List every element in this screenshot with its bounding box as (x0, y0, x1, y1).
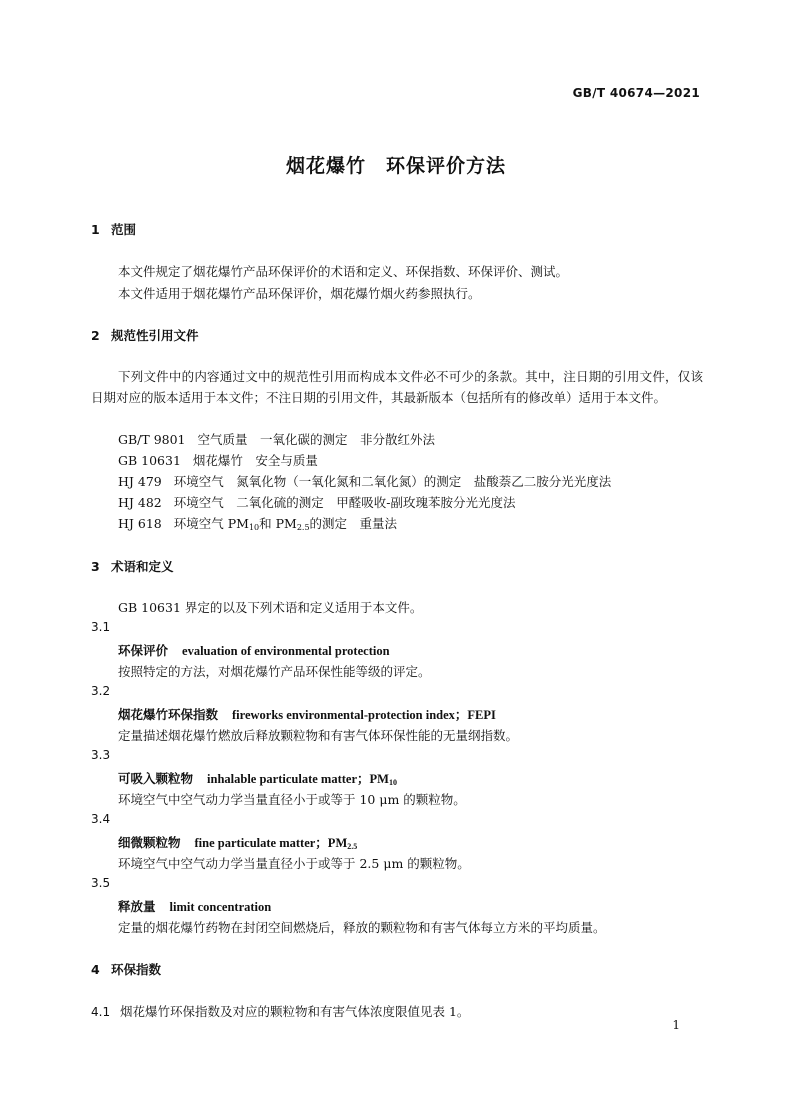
paragraph: 下列文件中的内容通过文中的规范性引用而构成本文件必不可少的条款。其中，注日期的引用文件，仅该日期对应的版本适用于本文件；不注日期的引用文件，其最新版本（包括所有的修改单）适用于本文件。 (91, 369, 703, 405)
reference-code: GB 10631 (118, 453, 181, 468)
clause-number: 3.3 (91, 748, 111, 762)
term-en (207, 772, 397, 786)
document-title: 烟花爆竹 环保评价方法 (285, 155, 506, 177)
term-entry (118, 705, 496, 723)
term-entry (118, 897, 271, 915)
paragraph: 本文件规定了烟花爆竹产品环保评价的术语和定义、环保指数、环保评价、测试。 (118, 264, 569, 279)
reference-title: 环境空气 氮氧化物（一氧化氮和二氧化氮）的测定 盐酸萘乙二胺分光光度法 (173, 474, 612, 489)
reference-title-part: 环境空气 PM (173, 516, 249, 531)
section-title: 环保指数 (111, 962, 162, 977)
reference-code: GB/T 9801 (118, 432, 186, 447)
clause-number: 3.1 (91, 620, 111, 634)
term-entry (118, 833, 357, 851)
reference-code: HJ 482 (118, 495, 162, 510)
section-1-heading (91, 220, 136, 238)
reference-title-part: 和 PM (259, 516, 297, 531)
subscript: 10 (388, 778, 397, 787)
reference-title: 环境空气 二氧化硫的测定 甲醛吸收-副玫瑰苯胺分光光度法 (173, 495, 516, 510)
clause-number: 3.2 (91, 684, 111, 698)
term-entry (118, 641, 390, 659)
term-zh: 可吸入颗粒物 (118, 771, 194, 786)
reference-item (118, 430, 435, 448)
term-en: limit concentration (169, 900, 272, 914)
section-number: 4 (91, 962, 100, 977)
clause-number: 3.4 (91, 812, 111, 826)
section-title: 规范性引用文件 (111, 328, 199, 343)
term-definition: 环境空气中空气动力学当量直径小于或等于 10 μm 的颗粒物。 (118, 792, 466, 807)
subscript: 2.5 (296, 523, 310, 532)
term-definition: 定量描述烟花爆竹燃放后释放颗粒物和有害气体环保性能的无量纲指数。 (118, 728, 519, 743)
term-definition: 定量的烟花爆竹药物在封闭空间燃烧后，释放的颗粒物和有害气体每立方米的平均质量。 (118, 920, 606, 935)
term-definition: 按照特定的方法，对烟花爆竹产品环保性能等级的评定。 (118, 664, 431, 679)
subscript: 10 (248, 523, 260, 532)
term-en (195, 836, 358, 850)
term-zh: 细微颗粒物 (118, 835, 181, 850)
reference-title-part: 的测定 重量法 (309, 516, 398, 531)
section-3-heading (91, 557, 174, 575)
reference-title: 空气质量 一氧化碳的测定 非分散红外法 (197, 432, 436, 447)
term-zh: 烟花爆竹环保指数 (118, 707, 219, 722)
paragraph: 烟花爆竹环保指数及对应的颗粒物和有害气体浓度限值见表 1。 (120, 1004, 470, 1019)
reference-title: 烟花爆竹 安全与质量 (192, 453, 318, 468)
clause-number: 3.5 (91, 876, 111, 890)
term-definition: 环境空气中空气动力学当量直径小于或等于 2.5 μm 的颗粒物。 (118, 856, 470, 871)
standard-code: GB/T 40674—2021 (572, 86, 700, 100)
term-zh: 释放量 (118, 899, 156, 914)
clause-number: 4.1 (91, 1005, 111, 1019)
reference-item (118, 451, 318, 469)
section-number: 2 (91, 328, 100, 343)
paragraph: GB 10631 界定的以及下列术语和定义适用于本文件。 (118, 600, 423, 615)
section-title: 术语和定义 (111, 559, 174, 574)
subscript: 2.5 (347, 842, 358, 851)
reference-code: HJ 479 (118, 474, 162, 489)
term-en-text: fine particulate matter；PM (194, 836, 348, 850)
paragraph: 本文件适用于烟花爆竹产品环保评价，烟花爆竹烟火药参照执行。 (118, 286, 481, 301)
section-number: 1 (91, 222, 100, 237)
term-en-text: inhalable particulate matter；PM (207, 772, 389, 786)
section-2-heading (91, 326, 199, 344)
reference-code: HJ 618 (118, 516, 162, 531)
term-entry (118, 769, 397, 787)
reference-item (118, 514, 397, 532)
term-en: evaluation of environmental protection (182, 644, 390, 658)
reference-item (118, 493, 515, 511)
section-4-heading (91, 960, 161, 978)
clause-4-1 (91, 1002, 469, 1020)
section-number: 3 (91, 559, 100, 574)
reference-item (118, 472, 611, 490)
term-en: fireworks environmental-protection index；FEPI (232, 708, 496, 722)
section-title: 范围 (111, 222, 137, 237)
term-zh: 环保评价 (118, 643, 169, 658)
page-number: 1 (672, 1018, 680, 1032)
